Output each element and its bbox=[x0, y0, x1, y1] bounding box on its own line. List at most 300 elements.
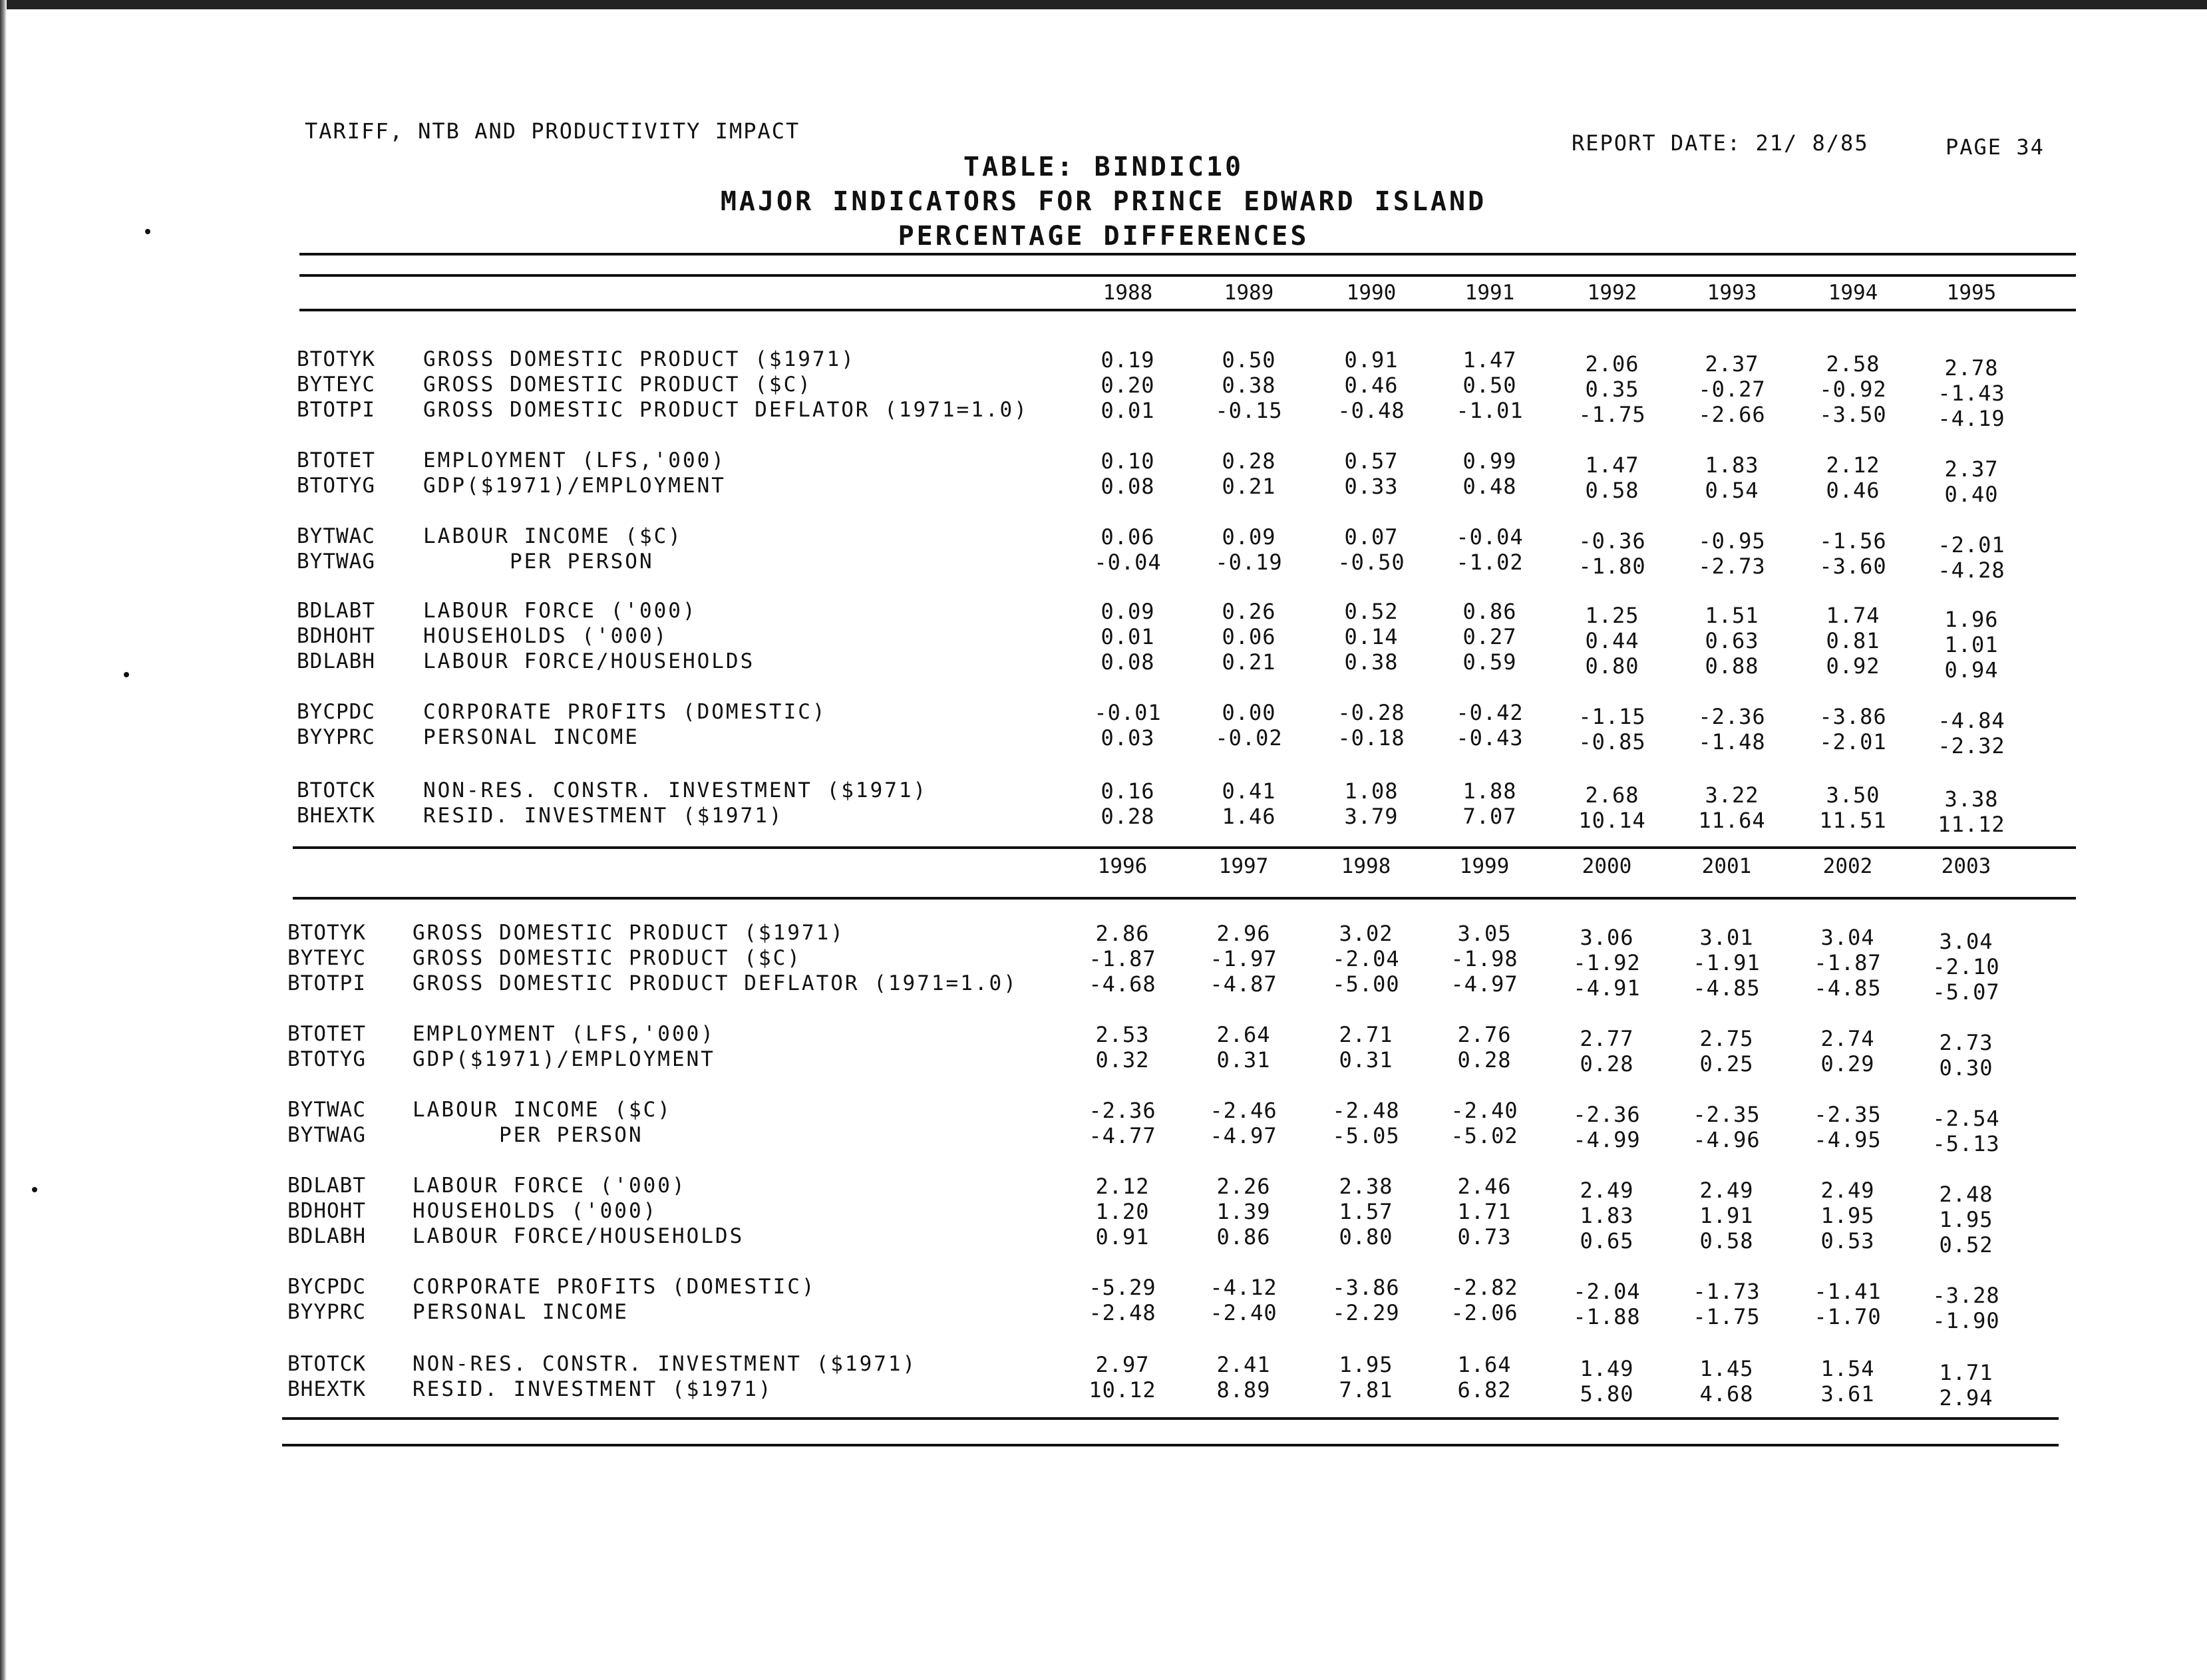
table-cell: -0.48 bbox=[1337, 398, 1405, 423]
table-rule bbox=[293, 846, 2076, 849]
column-header-year: 1996 bbox=[1097, 854, 1148, 878]
column-header-year: 1994 bbox=[1828, 281, 1878, 305]
table-cell: 1.49 bbox=[1580, 1356, 1634, 1381]
row-label: GROSS DOMESTIC PRODUCT ($C) bbox=[423, 373, 812, 397]
row-label: GROSS DOMESTIC PRODUCT ($1971) bbox=[413, 921, 845, 945]
table-cell: 0.46 bbox=[1344, 373, 1399, 398]
table-cell: -1.92 bbox=[1573, 950, 1641, 975]
table-cell: 0.58 bbox=[1699, 1228, 1754, 1254]
table-cell: 1.20 bbox=[1095, 1199, 1150, 1224]
table-cell: 0.28 bbox=[1580, 1051, 1634, 1077]
table-cell: 0.80 bbox=[1339, 1224, 1393, 1250]
table-cell: 2.49 bbox=[1580, 1178, 1634, 1203]
table-cell: 0.00 bbox=[1222, 700, 1276, 725]
table-cell: 0.28 bbox=[1222, 448, 1276, 474]
table-cell: 3.05 bbox=[1457, 921, 1512, 946]
table-cell: 1.08 bbox=[1344, 778, 1399, 804]
report-header-title: TARIFF, NTB AND PRODUCTIVITY IMPACT bbox=[305, 118, 800, 144]
table-cell: 2.46 bbox=[1457, 1174, 1512, 1199]
table-cell: -1.90 bbox=[1932, 1308, 2000, 1333]
column-header-year: 1991 bbox=[1464, 281, 1515, 305]
table-cell: 0.99 bbox=[1462, 448, 1517, 474]
table-cell: 0.28 bbox=[1101, 804, 1155, 829]
table-cell: 2.49 bbox=[1820, 1178, 1875, 1203]
row-label: CORPORATE PROFITS (DOMESTIC) bbox=[413, 1275, 816, 1299]
table-cell: -1.02 bbox=[1456, 550, 1524, 575]
scan-speck bbox=[32, 1187, 37, 1192]
report-date: REPORT DATE: 21/ 8/85 bbox=[1572, 130, 1869, 156]
table-cell: 0.86 bbox=[1216, 1224, 1271, 1250]
table-cell: -2.40 bbox=[1450, 1098, 1518, 1123]
table-cell: 0.63 bbox=[1705, 628, 1759, 653]
table-cell: -0.27 bbox=[1698, 377, 1766, 402]
table-cell: 2.77 bbox=[1580, 1026, 1634, 1051]
table-rule bbox=[282, 1444, 2059, 1446]
table-cell: -0.04 bbox=[1456, 524, 1524, 550]
table-cell: 1.95 bbox=[1820, 1203, 1875, 1228]
row-label: PER PERSON bbox=[423, 550, 654, 574]
table-cell: -1.75 bbox=[1578, 402, 1646, 427]
table-cell: 1.39 bbox=[1216, 1199, 1271, 1224]
table-cell: 0.09 bbox=[1222, 524, 1276, 550]
table-cell: 0.88 bbox=[1705, 653, 1759, 679]
table-cell: -2.01 bbox=[1938, 532, 2005, 558]
table-cell: 0.21 bbox=[1222, 649, 1276, 675]
row-label: LABOUR FORCE/HOUSEHOLDS bbox=[413, 1224, 745, 1248]
scan-left-edge bbox=[0, 0, 7, 1680]
row-code: BDHOHT bbox=[287, 1199, 366, 1223]
table-cell: 0.14 bbox=[1344, 624, 1399, 649]
table-cell: -1.73 bbox=[1693, 1279, 1761, 1304]
table-cell: -0.95 bbox=[1698, 528, 1766, 554]
column-header-year: 1999 bbox=[1459, 854, 1510, 878]
table-cell: 6.82 bbox=[1457, 1377, 1512, 1403]
table-cell: 0.38 bbox=[1222, 373, 1276, 398]
table-cell: -5.29 bbox=[1089, 1275, 1156, 1300]
main-title: MAJOR INDICATORS FOR PRINCE EDWARD ISLAND bbox=[720, 186, 1487, 217]
table-cell: 0.06 bbox=[1222, 624, 1276, 649]
table-cell: -4.77 bbox=[1089, 1123, 1156, 1148]
table-cell: 1.95 bbox=[1939, 1207, 1993, 1232]
table-cell: 1.01 bbox=[1944, 632, 1999, 657]
table-cell: -0.15 bbox=[1215, 398, 1283, 423]
row-code: BYYPRC bbox=[287, 1300, 366, 1324]
table-cell: 2.73 bbox=[1939, 1030, 1993, 1055]
table-cell: 0.10 bbox=[1101, 448, 1155, 474]
table-cell: -5.05 bbox=[1332, 1123, 1400, 1148]
table-cell: 0.86 bbox=[1462, 599, 1517, 624]
table-cell: -1.70 bbox=[1814, 1304, 1882, 1329]
row-label: RESID. INVESTMENT ($1971) bbox=[413, 1377, 773, 1401]
table-cell: 2.06 bbox=[1585, 351, 1639, 377]
row-code: BTOTYG bbox=[297, 474, 375, 498]
table-cell: -1.15 bbox=[1578, 704, 1646, 729]
table-cell: 7.07 bbox=[1462, 804, 1517, 829]
table-cell: 2.48 bbox=[1939, 1182, 1993, 1207]
table-cell: 2.49 bbox=[1699, 1178, 1754, 1203]
row-label: EMPLOYMENT (LFS,'000) bbox=[423, 448, 726, 472]
table-cell: -2.04 bbox=[1332, 946, 1400, 971]
table-cell: 11.12 bbox=[1938, 812, 2005, 837]
table-cell: 0.16 bbox=[1101, 778, 1155, 804]
table-cell: 2.12 bbox=[1826, 452, 1880, 478]
table-cell: 1.54 bbox=[1820, 1356, 1875, 1381]
table-cell: -1.87 bbox=[1089, 946, 1156, 971]
row-label: GROSS DOMESTIC PRODUCT DEFLATOR (1971=1.0) bbox=[423, 398, 1029, 422]
table-cell: 0.50 bbox=[1222, 347, 1276, 373]
table-cell: 0.73 bbox=[1457, 1224, 1512, 1250]
table-cell: 2.53 bbox=[1095, 1022, 1150, 1047]
table-cell: 2.26 bbox=[1216, 1174, 1271, 1199]
row-code: BTOTPI bbox=[287, 971, 366, 995]
table-cell: -4.99 bbox=[1573, 1127, 1641, 1152]
table-cell: 1.57 bbox=[1339, 1199, 1393, 1224]
row-code: BHEXTK bbox=[287, 1377, 366, 1401]
table-cell: 3.50 bbox=[1826, 782, 1880, 808]
table-rule bbox=[299, 274, 2076, 277]
table-cell: 2.94 bbox=[1939, 1385, 1993, 1411]
table-cell: 0.32 bbox=[1095, 1047, 1150, 1073]
table-cell: 0.26 bbox=[1222, 599, 1276, 624]
column-header-year: 1997 bbox=[1218, 854, 1269, 878]
table-cell: 3.02 bbox=[1339, 921, 1393, 946]
table-cell: 3.22 bbox=[1705, 782, 1759, 808]
table-cell: 0.44 bbox=[1585, 628, 1639, 653]
table-cell: 0.28 bbox=[1457, 1047, 1512, 1073]
table-cell: -0.42 bbox=[1456, 700, 1524, 725]
table-title: TABLE: BINDIC10 bbox=[963, 152, 1244, 182]
table-cell: 0.09 bbox=[1101, 599, 1155, 624]
table-cell: 0.46 bbox=[1826, 478, 1880, 503]
row-code: BTOTCK bbox=[287, 1352, 366, 1376]
table-cell: -0.36 bbox=[1578, 528, 1646, 554]
table-cell: 3.61 bbox=[1820, 1381, 1875, 1407]
table-cell: 1.71 bbox=[1457, 1199, 1512, 1224]
table-cell: -4.97 bbox=[1450, 971, 1518, 997]
table-cell: 10.14 bbox=[1578, 808, 1646, 833]
table-cell: -2.01 bbox=[1819, 729, 1887, 755]
row-code: BDLABH bbox=[287, 1224, 366, 1248]
table-cell: -1.43 bbox=[1938, 381, 2005, 406]
table-cell: -4.87 bbox=[1210, 971, 1277, 997]
table-cell: 3.38 bbox=[1944, 786, 1999, 812]
row-code: BYCPDC bbox=[287, 1275, 366, 1299]
table-cell: 1.45 bbox=[1699, 1356, 1754, 1381]
subtitle: PERCENTAGE DIFFERENCES bbox=[898, 221, 1309, 252]
table-cell: 0.08 bbox=[1101, 649, 1155, 675]
table-cell: -4.96 bbox=[1693, 1127, 1761, 1152]
table-cell: -3.28 bbox=[1932, 1283, 2000, 1308]
table-cell: 3.06 bbox=[1580, 925, 1634, 950]
row-code: BTOTYK bbox=[287, 921, 366, 945]
table-cell: -3.86 bbox=[1819, 704, 1887, 729]
table-cell: -4.68 bbox=[1089, 971, 1156, 997]
table-cell: 11.64 bbox=[1698, 808, 1766, 833]
row-label: HOUSEHOLDS ('000) bbox=[423, 624, 669, 648]
table-cell: -1.48 bbox=[1698, 729, 1766, 755]
table-cell: -1.97 bbox=[1210, 946, 1277, 971]
row-code: BTOTYK bbox=[297, 347, 375, 371]
table-cell: 10.12 bbox=[1089, 1377, 1156, 1403]
table-cell: 11.51 bbox=[1819, 808, 1887, 833]
table-cell: 0.29 bbox=[1820, 1051, 1875, 1077]
scan-top-edge bbox=[0, 0, 2207, 9]
table-cell: 1.96 bbox=[1944, 607, 1999, 632]
table-cell: 0.40 bbox=[1944, 482, 1999, 507]
table-cell: 0.48 bbox=[1462, 474, 1517, 499]
table-cell: -4.91 bbox=[1573, 975, 1641, 1001]
table-cell: -2.32 bbox=[1938, 733, 2005, 758]
row-label: LABOUR FORCE/HOUSEHOLDS bbox=[423, 649, 755, 673]
table-cell: -0.85 bbox=[1578, 729, 1646, 755]
table-cell: -4.12 bbox=[1210, 1275, 1277, 1300]
table-cell: -5.00 bbox=[1332, 971, 1400, 997]
row-code: BYTEYC bbox=[297, 373, 375, 397]
table-cell: -2.54 bbox=[1932, 1106, 2000, 1131]
table-rule bbox=[293, 897, 2076, 900]
table-cell: 3.04 bbox=[1820, 925, 1875, 950]
table-cell: -2.73 bbox=[1698, 554, 1766, 579]
table-cell: -0.43 bbox=[1456, 725, 1524, 751]
table-cell: 0.91 bbox=[1095, 1224, 1150, 1250]
row-label: CORPORATE PROFITS (DOMESTIC) bbox=[423, 700, 827, 724]
row-code: BYCPDC bbox=[297, 700, 375, 724]
table-cell: -4.28 bbox=[1938, 558, 2005, 583]
table-cell: 2.64 bbox=[1216, 1022, 1271, 1047]
row-code: BTOTPI bbox=[297, 398, 375, 422]
row-code: BDLABT bbox=[287, 1174, 366, 1198]
row-code: BDLABH bbox=[297, 649, 375, 673]
table-cell: 0.81 bbox=[1826, 628, 1880, 653]
row-label: NON-RES. CONSTR. INVESTMENT ($1971) bbox=[413, 1352, 918, 1376]
table-cell: 3.79 bbox=[1344, 804, 1399, 829]
table-cell: -1.80 bbox=[1578, 554, 1646, 579]
row-label: GROSS DOMESTIC PRODUCT ($C) bbox=[413, 946, 802, 970]
row-label: NON-RES. CONSTR. INVESTMENT ($1971) bbox=[423, 778, 928, 802]
column-header-year: 1989 bbox=[1224, 281, 1274, 305]
table-cell: -4.19 bbox=[1938, 406, 2005, 431]
row-label: PER PERSON bbox=[413, 1123, 643, 1147]
row-label: HOUSEHOLDS ('000) bbox=[413, 1199, 658, 1223]
table-cell: -0.50 bbox=[1337, 550, 1405, 575]
table-cell: -0.04 bbox=[1094, 550, 1162, 575]
table-cell: 0.92 bbox=[1826, 653, 1880, 679]
table-cell: 1.51 bbox=[1705, 603, 1759, 628]
row-label: PERSONAL INCOME bbox=[413, 1300, 629, 1324]
table-cell: 0.94 bbox=[1944, 657, 1999, 683]
table-cell: -5.07 bbox=[1932, 979, 2000, 1005]
table-cell: 1.95 bbox=[1339, 1352, 1393, 1377]
column-header-year: 1988 bbox=[1103, 281, 1153, 305]
row-label: LABOUR FORCE ('000) bbox=[423, 599, 697, 623]
table-cell: 0.30 bbox=[1939, 1055, 1993, 1081]
table-cell: -4.84 bbox=[1938, 708, 2005, 733]
table-cell: -2.29 bbox=[1332, 1300, 1400, 1325]
table-cell: 1.74 bbox=[1826, 603, 1880, 628]
table-cell: 0.33 bbox=[1344, 474, 1399, 499]
column-header-year: 2002 bbox=[1822, 854, 1873, 878]
table-cell: 2.78 bbox=[1944, 355, 1999, 381]
table-cell: -2.66 bbox=[1698, 402, 1766, 427]
table-cell: -2.36 bbox=[1573, 1102, 1641, 1127]
table-cell: 1.47 bbox=[1462, 347, 1517, 373]
table-cell: -0.01 bbox=[1094, 700, 1162, 725]
table-cell: 0.59 bbox=[1462, 649, 1517, 675]
table-cell: 0.50 bbox=[1462, 373, 1517, 398]
table-cell: -3.50 bbox=[1819, 402, 1887, 427]
table-cell: -0.19 bbox=[1215, 550, 1283, 575]
row-label: LABOUR INCOME ($C) bbox=[413, 1098, 672, 1122]
table-cell: 2.37 bbox=[1705, 351, 1759, 377]
column-header-year: 1995 bbox=[1946, 281, 1997, 305]
table-cell: -2.35 bbox=[1814, 1102, 1882, 1127]
table-cell: -2.46 bbox=[1210, 1098, 1277, 1123]
table-cell: -2.04 bbox=[1573, 1279, 1641, 1304]
table-cell: 2.76 bbox=[1457, 1022, 1512, 1047]
table-cell: -4.95 bbox=[1814, 1127, 1882, 1152]
table-cell: 1.71 bbox=[1939, 1360, 1993, 1385]
column-header-year: 2001 bbox=[1701, 854, 1752, 878]
table-cell: -1.41 bbox=[1814, 1279, 1882, 1304]
table-cell: 2.71 bbox=[1339, 1022, 1393, 1047]
table-cell: 0.03 bbox=[1101, 725, 1155, 751]
table-cell: -2.06 bbox=[1450, 1300, 1518, 1325]
table-cell: 0.38 bbox=[1344, 649, 1399, 675]
table-cell: 5.80 bbox=[1580, 1381, 1634, 1407]
table-cell: 0.54 bbox=[1705, 478, 1759, 503]
table-cell: 0.35 bbox=[1585, 377, 1639, 402]
table-cell: 2.37 bbox=[1944, 456, 1999, 482]
table-cell: 2.75 bbox=[1699, 1026, 1754, 1051]
row-label: EMPLOYMENT (LFS,'000) bbox=[413, 1022, 715, 1046]
table-cell: -2.40 bbox=[1210, 1300, 1277, 1325]
table-rule bbox=[299, 309, 2076, 311]
table-cell: -1.87 bbox=[1814, 950, 1882, 975]
table-cell: 0.65 bbox=[1580, 1228, 1634, 1254]
table-cell: -1.98 bbox=[1450, 946, 1518, 971]
table-cell: -0.92 bbox=[1819, 377, 1887, 402]
row-label: LABOUR FORCE ('000) bbox=[413, 1174, 687, 1198]
table-cell: 8.89 bbox=[1216, 1377, 1271, 1403]
table-cell: 1.88 bbox=[1462, 778, 1517, 804]
table-cell: 0.80 bbox=[1585, 653, 1639, 679]
table-cell: -1.88 bbox=[1573, 1304, 1641, 1329]
row-code: BTOTET bbox=[297, 448, 375, 472]
table-cell: -2.82 bbox=[1450, 1275, 1518, 1300]
table-cell: 1.25 bbox=[1585, 603, 1639, 628]
table-cell: -3.60 bbox=[1819, 554, 1887, 579]
table-rule bbox=[299, 253, 2076, 255]
table-cell: 0.53 bbox=[1820, 1228, 1875, 1254]
row-code: BTOTYG bbox=[287, 1047, 366, 1071]
row-label: GROSS DOMESTIC PRODUCT ($1971) bbox=[423, 347, 856, 371]
table-cell: -0.02 bbox=[1215, 725, 1283, 751]
table-cell: 3.01 bbox=[1699, 925, 1754, 950]
table-cell: 0.01 bbox=[1101, 624, 1155, 649]
table-cell: 1.47 bbox=[1585, 452, 1639, 478]
row-code: BYTWAG bbox=[287, 1123, 366, 1147]
row-code: BYTWAC bbox=[297, 524, 375, 548]
row-label: PERSONAL INCOME bbox=[423, 725, 639, 749]
table-cell: 2.58 bbox=[1826, 351, 1880, 377]
column-header-year: 2003 bbox=[1941, 854, 1991, 878]
table-cell: -0.28 bbox=[1337, 700, 1405, 725]
row-code: BDLABT bbox=[297, 599, 375, 623]
table-cell: 0.31 bbox=[1216, 1047, 1271, 1073]
table-cell: 3.04 bbox=[1939, 929, 1993, 954]
column-header-year: 1998 bbox=[1341, 854, 1391, 878]
row-code: BYYPRC bbox=[297, 725, 375, 749]
table-cell: 0.58 bbox=[1585, 478, 1639, 503]
table-cell: 2.86 bbox=[1095, 921, 1150, 946]
table-cell: 0.06 bbox=[1101, 524, 1155, 550]
table-cell: -2.48 bbox=[1089, 1300, 1156, 1325]
table-cell: -4.85 bbox=[1693, 975, 1761, 1001]
table-cell: 0.21 bbox=[1222, 474, 1276, 499]
row-label: LABOUR INCOME ($C) bbox=[423, 524, 683, 548]
column-header-year: 1993 bbox=[1707, 281, 1757, 305]
table-cell: -1.91 bbox=[1693, 950, 1761, 975]
table-cell: -1.01 bbox=[1456, 398, 1524, 423]
row-code: BYTEYC bbox=[287, 946, 366, 970]
table-cell: -1.56 bbox=[1819, 528, 1887, 554]
table-cell: -4.97 bbox=[1210, 1123, 1277, 1148]
table-cell: -2.36 bbox=[1089, 1098, 1156, 1123]
table-cell: 0.08 bbox=[1101, 474, 1155, 499]
table-cell: 0.20 bbox=[1101, 373, 1155, 398]
column-header-year: 2000 bbox=[1582, 854, 1632, 878]
table-cell: 0.01 bbox=[1101, 398, 1155, 423]
table-cell: -2.10 bbox=[1932, 954, 2000, 979]
table-cell: -3.86 bbox=[1332, 1275, 1400, 1300]
table-cell: 0.27 bbox=[1462, 624, 1517, 649]
table-cell: 2.41 bbox=[1216, 1352, 1271, 1377]
table-rule bbox=[282, 1417, 2059, 1420]
table-cell: 2.12 bbox=[1095, 1174, 1150, 1199]
table-cell: 2.74 bbox=[1820, 1026, 1875, 1051]
table-cell: 0.52 bbox=[1939, 1232, 1993, 1258]
table-cell: -2.35 bbox=[1693, 1102, 1761, 1127]
table-cell: -0.18 bbox=[1337, 725, 1405, 751]
table-cell: 7.81 bbox=[1339, 1377, 1393, 1403]
table-cell: 0.57 bbox=[1344, 448, 1399, 474]
table-cell: -4.85 bbox=[1814, 975, 1882, 1001]
column-header-year: 1990 bbox=[1346, 281, 1397, 305]
row-code: BYTWAG bbox=[297, 550, 375, 574]
row-label: GDP($1971)/EMPLOYMENT bbox=[423, 474, 726, 498]
row-label: GROSS DOMESTIC PRODUCT DEFLATOR (1971=1.0) bbox=[413, 971, 1018, 995]
table-cell: 1.83 bbox=[1580, 1203, 1634, 1228]
table-cell: 2.96 bbox=[1216, 921, 1271, 946]
table-cell: -2.48 bbox=[1332, 1098, 1400, 1123]
scan-speck bbox=[145, 229, 150, 234]
table-cell: 1.91 bbox=[1699, 1203, 1754, 1228]
table-cell: -2.36 bbox=[1698, 704, 1766, 729]
row-code: BDHOHT bbox=[297, 624, 375, 648]
row-label: RESID. INVESTMENT ($1971) bbox=[423, 804, 784, 828]
table-cell: 0.19 bbox=[1101, 347, 1155, 373]
table-cell: -5.02 bbox=[1450, 1123, 1518, 1148]
table-cell: 0.41 bbox=[1222, 778, 1276, 804]
column-header-year: 1992 bbox=[1587, 281, 1637, 305]
row-label: GDP($1971)/EMPLOYMENT bbox=[413, 1047, 715, 1071]
table-cell: 0.07 bbox=[1344, 524, 1399, 550]
row-code: BTOTCK bbox=[297, 778, 375, 802]
table-cell: 2.68 bbox=[1585, 782, 1639, 808]
row-code: BHEXTK bbox=[297, 804, 375, 828]
table-cell: 1.46 bbox=[1222, 804, 1276, 829]
table-cell: 2.38 bbox=[1339, 1174, 1393, 1199]
